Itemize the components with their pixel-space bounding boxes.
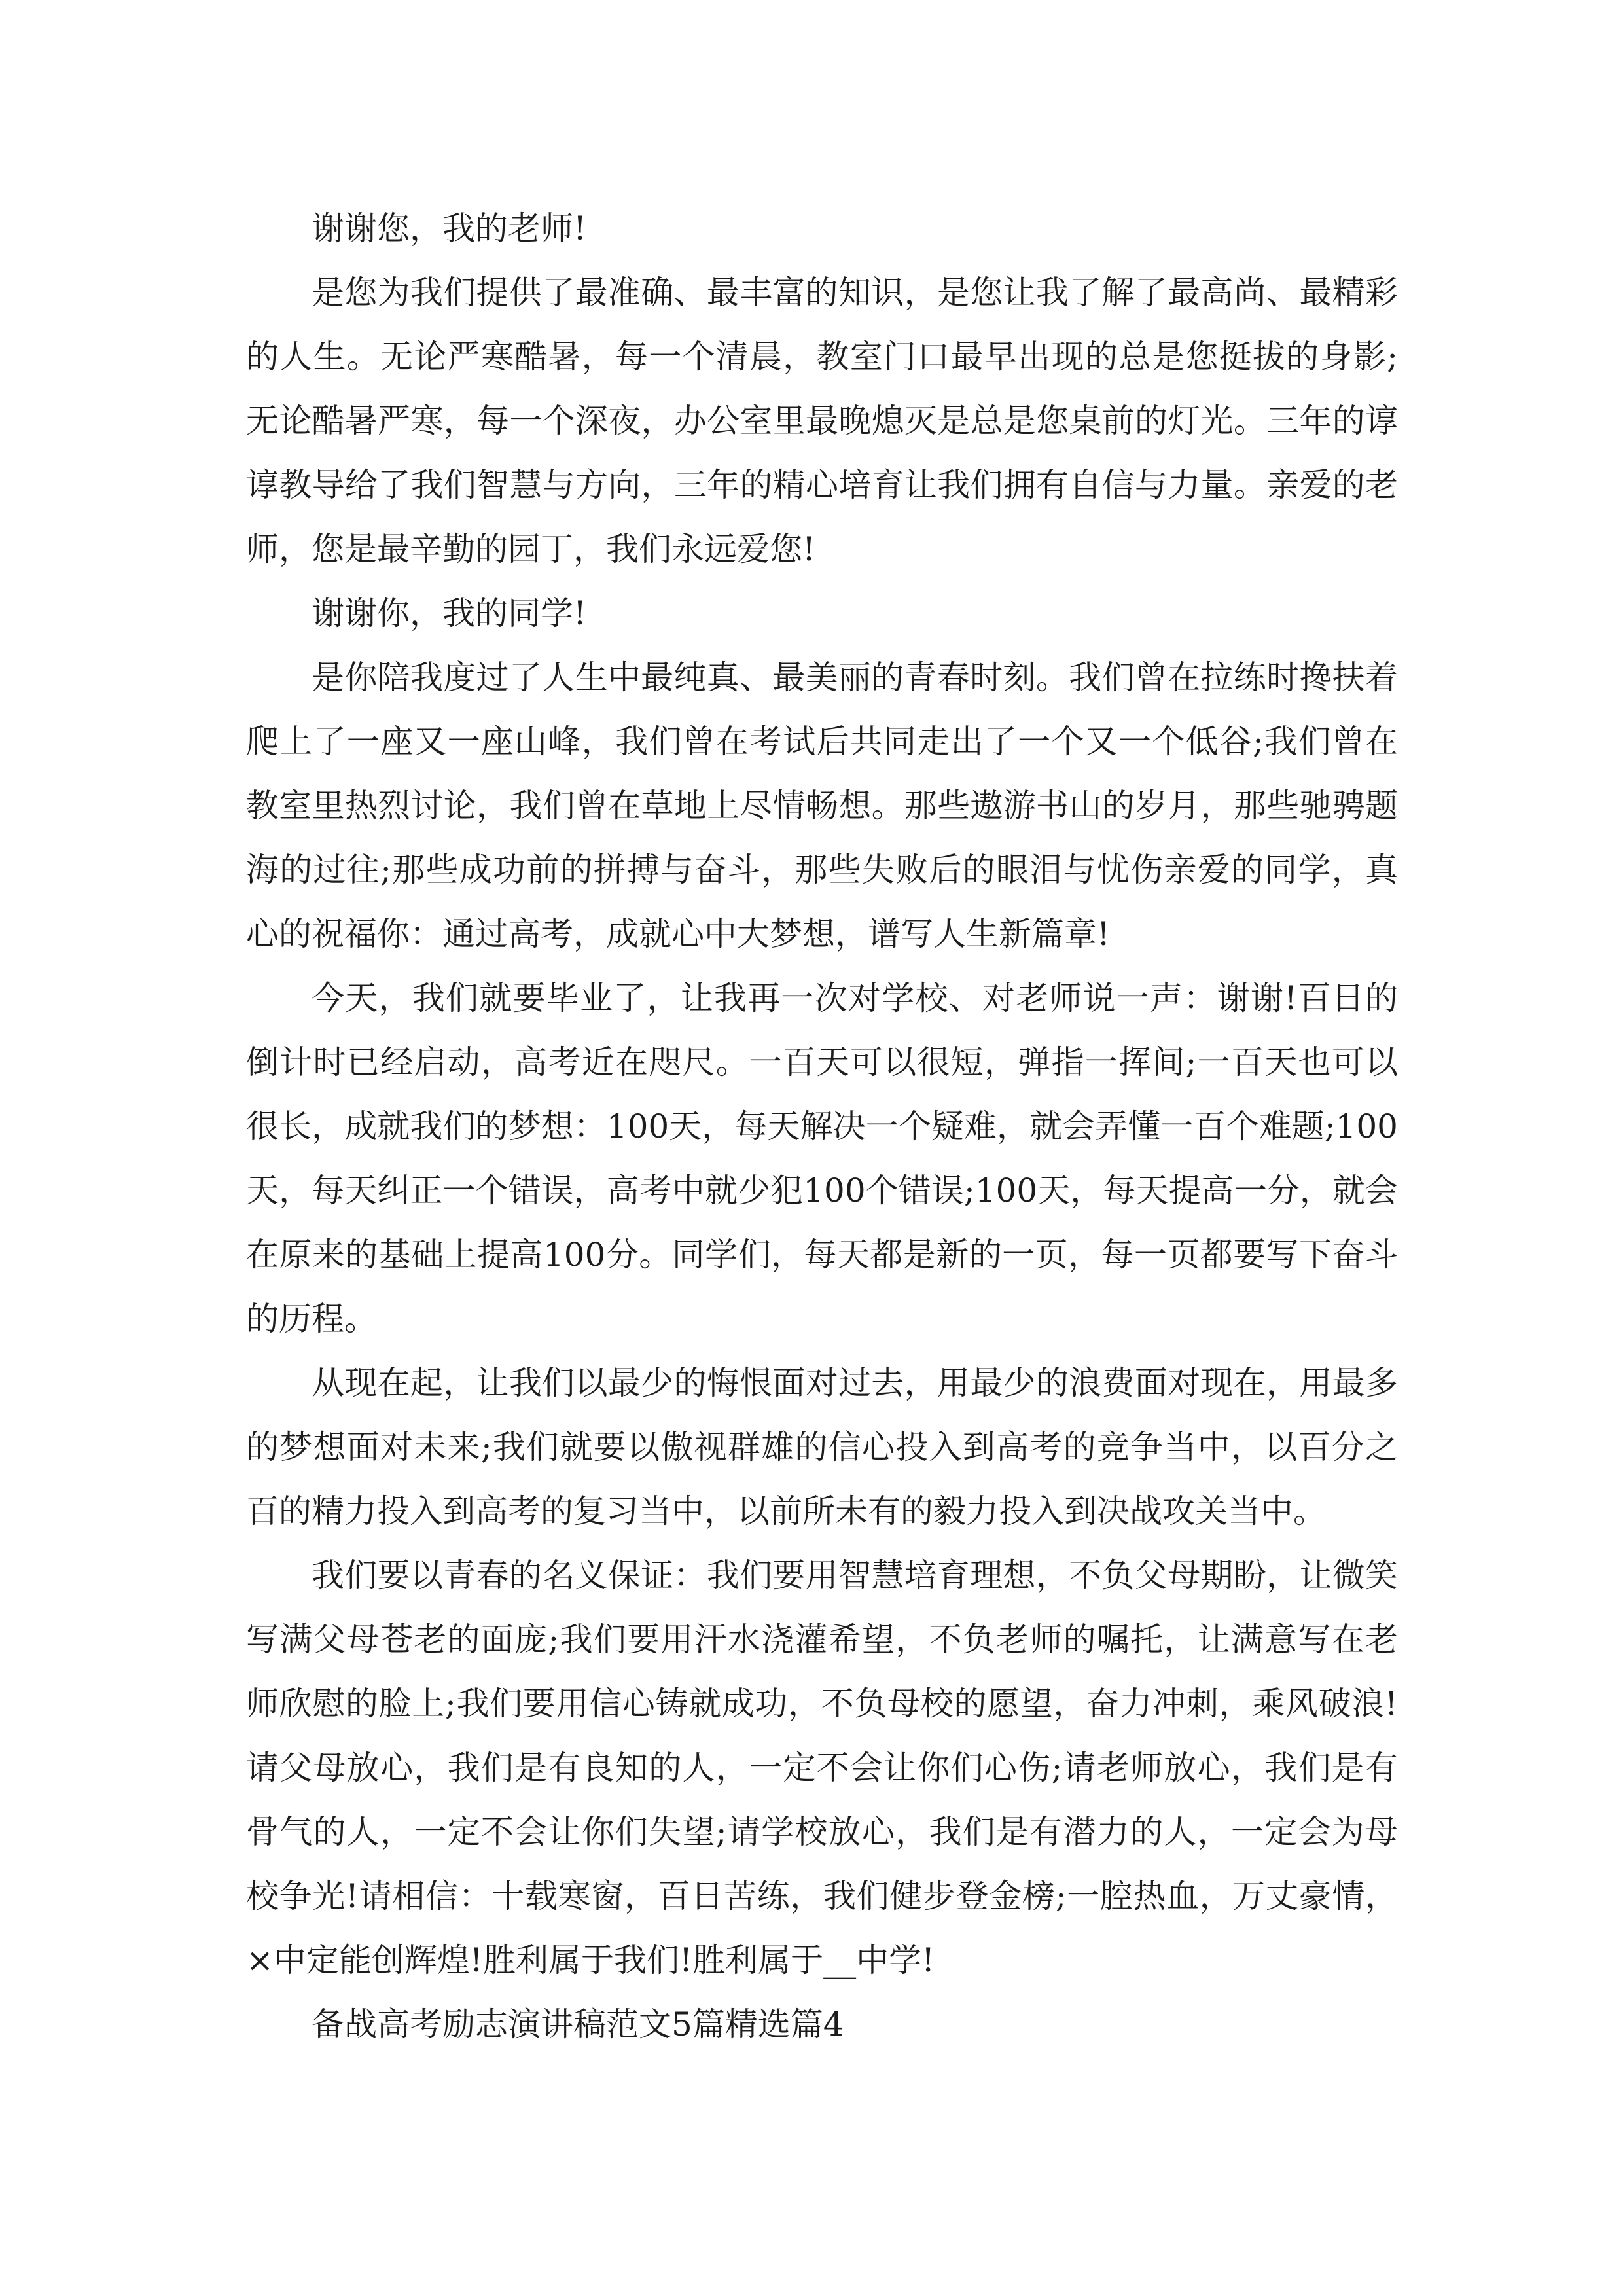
paragraph-pledge: 我们要以青春的名义保证：我们要用智慧培育理想，不负父母期盼，让微笑写满父母苍老的面庞;我们要用汗水浇灌希望，不负老师的嘱托，让满意写在老师欣慰的脸上;我们要用信心铸就成功，不负母校的愿望，奋力冲刺，乘风破浪!请父母放心，我们是有良知的人，一定不会让你们心伤;请老师放心，我们是有骨气的人，一定不会让你们失望;请学校放心，我们是有潜力的人，一定会为母校争光!请相信：十载寒窗，百日苦练，我们健步登金榜;一腔热血，万丈豪情，×中定能创辉煌!胜利属于我们!胜利属于__中学! bbox=[246, 1556, 1398, 1979]
paragraph-thanks-teacher: 谢谢您，我的老师! bbox=[312, 209, 587, 247]
paragraph-thanks-classmate: 谢谢你，我的同学! bbox=[312, 594, 587, 632]
paragraph-hundred-days: 今天，我们就要毕业了，让我再一次对学校、对老师说一声：谢谢!百日的倒计时已经启动，高考近在咫尺。一百天可以很短，弹指一挥间;一百天也可以很长，成就我们的梦想：100天，每天解决一个疑难，就会弄懂一百个难题;100天，每天纠正一个错误，高考中就少犯100个错误;100天，每天提高一分，就会在原来的基础上提高100分。同学们，每天都是新的一页，每一页都要写下奋斗的历程。 bbox=[246, 979, 1398, 1338]
document-body bbox=[246, 196, 1398, 2056]
paragraph-from-now-on: 从现在起，让我们以最少的悔恨面对过去，用最少的浪费面对现在，用最多的梦想面对未来;我们就要以傲视群雄的信心投入到高考的竞争当中，以百分之百的精力投入到高考的复习当中，以前所未有的毅力投入到决战攻关当中。 bbox=[246, 1364, 1398, 1530]
section-heading: 备战高考励志演讲稿范文5篇精选篇4 bbox=[312, 2005, 844, 2043]
paragraph-classmate-tribute: 是你陪我度过了人生中最纯真、最美丽的青春时刻。我们曾在拉练时搀扶着爬上了一座又一座山峰，我们曾在考试后共同走出了一个又一个低谷;我们曾在教室里热烈讨论，我们曾在草地上尽情畅想。那些遨游书山的岁月，那些驰骋题海的过往;那些成功前的拼搏与奋斗，那些失败后的眼泪与忧伤亲爱的同学，真心的祝福你：通过高考，成就心中大梦想，谱写人生新篇章! bbox=[246, 658, 1398, 953]
paragraph-teacher-tribute: 是您为我们提供了最准确、最丰富的知识，是您让我了解了最高尚、最精彩的人生。无论严寒酷暑，每一个清晨，教室门口最早出现的总是您挺拔的身影;无论酷暑严寒，每一个深夜，办公室里最晚熄灭是总是您桌前的灯光。三年的谆谆教导给了我们智慧与方向，三年的精心培育让我们拥有自信与力量。亲爱的老师，您是最辛勤的园丁，我们永远爱您! bbox=[246, 274, 1398, 568]
